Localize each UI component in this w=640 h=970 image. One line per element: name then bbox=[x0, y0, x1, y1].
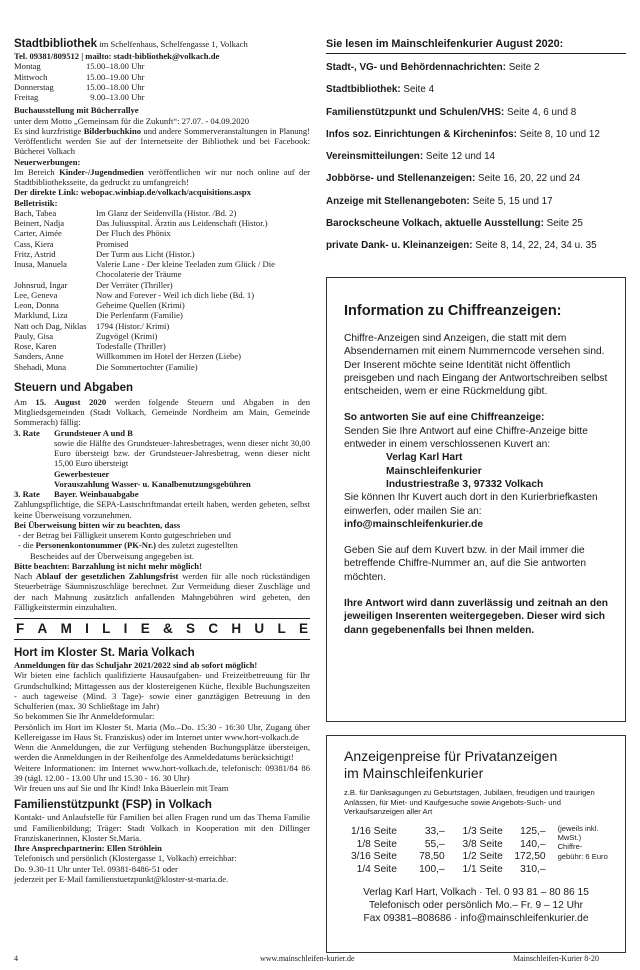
lesen-item: Infos soz. Einrichtungen & Kircheninfos: Seite 8, 10 und 12 bbox=[326, 128, 600, 140]
book-list bbox=[14, 208, 310, 372]
rally-text2: Es sind kurzfristige Bilderbuchkino und andere Sommerveranstaltungen in Planung! Veröffentlicht werden Sie auf der Internetseite der Bibliothek und bei Facebook: Bücherei Volkach bbox=[14, 125, 310, 157]
footer-issue: Mainschleifen-Kurier 8-20 bbox=[513, 954, 599, 963]
banner-letter: L bbox=[102, 620, 111, 636]
book-row: Johnsrud, Ingar Der Verräter (Thriller) bbox=[14, 279, 173, 290]
price-note: (jeweils inkl. MwSt.) Chiffre-gebühr: 6 Euro bbox=[557, 823, 608, 861]
hort-text5: Weitere Informationen: im Internet www.hort-volkach.de, telefonisch: 09381/84 86 39 (tägl. 12.00 - 13.00 Uhr und 15.30 - 16. 30 Uhr) bbox=[14, 762, 310, 783]
new-link[interactable]: Der direkte Link: webopac.winbiap.de/volkach/acquisitions.aspx bbox=[14, 187, 252, 198]
hort-heading: Hort im Kloster St. Maria Volkach bbox=[14, 647, 195, 659]
lesen-item: private Dank- u. Kleinanzeigen: Seite 8, 14, 22, 24, 34 u. 35 bbox=[326, 240, 597, 252]
fsp-partner: Ihre Ansprechpartnerin: Ellen Ströhlein bbox=[14, 843, 162, 853]
belletristik-label: Belletristik: bbox=[14, 197, 58, 208]
book-row: Rose, Karen Todesfalle (Thriller) bbox=[14, 341, 166, 351]
book-row: Cass, Kiera Promised bbox=[14, 238, 129, 249]
vorauszahlung: Vorauszahlung Wasser- u. Kanalbenutzungsgebühren bbox=[54, 478, 251, 489]
price-row: 1/16 Seite 33,– 1/3 Seite 125,– bbox=[351, 825, 546, 837]
lesen-item: Familienstützpunkt und Schulen/VHS: Seite 4, 6 und 8 bbox=[326, 106, 577, 118]
lesen-item: Barockscheune Volkach, aktuelle Ausstellung: Seite 25 bbox=[326, 218, 583, 230]
price-area bbox=[344, 823, 608, 877]
fsp-heading: Familienstützpunkt (FSP) in Volkach bbox=[14, 799, 212, 812]
hort-text1: Wir bieten eine fachlich qualifizierte Hausaufgaben- und Freizeitbetreuung für Ihr Grundschulkind; Mittagessen aus der klostereigenen Küche, flexible Buchungszeiten - auch tageweise (Mind. 3 Tage)- sowie einer ganztägigen Betreuung in den Schulferien (max. 30 Schließtage im Jahr) bbox=[14, 670, 310, 711]
chiffre-p1: Chiffre-Anzeigen sind Anzeigen, die statt mit dem Absendernamen mit einem Nummerncode versehen sind. Der Inserent möchte seine Identität nicht öffentlich preisgeben und nach Eingang der Antwortschreiben selbst entscheiden, wem er eine Rückmeldung gibt. bbox=[344, 333, 608, 398]
price-table bbox=[344, 826, 552, 877]
lesen-item: Jobbörse- und Stellenanzeigen: Seite 16, 20, 22 und 24 bbox=[326, 173, 581, 185]
banner-letter: & bbox=[163, 620, 173, 636]
fsp-text4: jederzeit per E-Mail familienstuetzpunkt@kloster-st-maria.de. bbox=[14, 873, 229, 884]
hours-row: Donnerstag 15.00–18.00 Uhr bbox=[14, 81, 145, 92]
ueberweisung-2: - die Personenkontonummer (PK-Nr.) des zuletzt zugestellten bbox=[18, 540, 238, 551]
fsp-text1: Kontakt- und Anlaufstelle für Familien bei allen Fragen rund um das Thema Familie und Familienbildung; Träger: Stadt Volkach in Kooperation mit den Dillinger Franziskanerinnen, Kloster St.Maria. bbox=[14, 812, 310, 843]
footer-url[interactable]: www.mainschleifen-kurier.de bbox=[260, 954, 355, 963]
section-banner-familie-schule bbox=[14, 618, 310, 640]
book-row: Shehadi, Muna Die Sommertochter (Familie) bbox=[14, 361, 198, 372]
anzeigenpreise-box bbox=[326, 735, 626, 953]
book-row: Sanders, Anne Willkommen im Hotel der Herzen (Liebe) bbox=[14, 351, 241, 362]
lesen-item: Stadtbibliothek: Seite 4 bbox=[326, 84, 435, 96]
address-line-2: Mainschleifenkurier bbox=[386, 465, 482, 477]
address-line-1: Verlag Karl Hart bbox=[386, 452, 463, 464]
stadtbib-heading-line bbox=[14, 37, 310, 51]
banner-letter: I bbox=[123, 620, 128, 636]
hours-row: Freitag 9.00–13.00 Uhr bbox=[14, 92, 145, 102]
book-row: Carter, Aimée Der Fluch des Phönix bbox=[14, 228, 171, 239]
chiffre-title: Information zu Chiffreanzeigen: bbox=[344, 303, 562, 319]
stadtbib-heading: Stadtbibliothek bbox=[14, 38, 98, 50]
stadtbib-contact: Tel. 09381/809512 | mailto: stadt-bibliothek@volkach.de bbox=[14, 51, 220, 61]
address-line-3: Industriestraße 3, 97332 Volkach bbox=[386, 478, 544, 490]
opening-hours bbox=[14, 61, 144, 102]
preise-title: Anzeigenpreise für Privatanzeigen im Mainschleifenkurier bbox=[344, 748, 558, 781]
fsp-text2: Telefonisch und persönlich (Klostergasse 1, Volkach) erreichbar: bbox=[14, 853, 237, 864]
page-number: 4 bbox=[14, 954, 18, 963]
new-title: Neuerwerbungen: bbox=[14, 156, 81, 167]
steuern-heading: Steuern und Abgaben bbox=[14, 381, 134, 394]
book-row: Pauly, Gisa Zugvögel (Krimi) bbox=[14, 330, 158, 341]
chiffre-email[interactable]: info@mainschleifenkurier.de bbox=[344, 518, 484, 530]
banner-letter: U bbox=[254, 620, 265, 636]
banner-letter: M bbox=[60, 620, 72, 636]
chiffre-address bbox=[344, 451, 608, 491]
banner-letter: A bbox=[37, 620, 48, 636]
rally-text1: unter dem Motto „Gemeinsam für die Zukunft“: 27.07. - 04.09.2020 bbox=[14, 115, 250, 126]
lesen-item: Stadt-, VG- und Behördennachrichten: Seite 2 bbox=[326, 62, 540, 73]
hours-row: Montag 15.00–18.00 Uhr bbox=[14, 61, 145, 72]
book-row: Leon, Donna Geheime Quellen (Krimi) bbox=[14, 300, 185, 310]
banner-letter: C bbox=[208, 620, 219, 636]
banner-letter: E bbox=[140, 620, 150, 636]
chiffre-p2: So antworten Sie auf eine Chiffreanzeige: Senden Sie Ihre Antwort auf eine Chiffre-Anzeige bitte entweder in einem verschlossenen Kuvert an: bbox=[344, 412, 588, 451]
chiffre-p4: Geben Sie auf dem Kuvert bzw. in der Mail immer die betreffende Chiffre-Nummer an, auf die Sie antworten möchten. bbox=[344, 545, 586, 583]
price-row: 1/8 Seite 55,– 3/8 Seite 140,– bbox=[356, 838, 546, 850]
stadtbib-address: im Schelfenhaus, Schelfengasse 1, Volkach bbox=[97, 39, 248, 49]
preise-contact: Verlag Karl Hart, Volkach · Tel. 0 93 81 – 80 86 15 Telefonisch oder persönlich Mo.– Fr. 9 – 12 Uhr Fax 09381–808686 · info@mainschleifenkurier.de bbox=[363, 886, 589, 924]
preise-description: z.B. für Danksagungen zu Geburtstagen, Jubiläen, freudigen und traurigen Anlässen, für Miet- und Kaufgesuche sowie Angebots-Such- und Verkaufsanzeigen aller Art bbox=[344, 788, 595, 817]
left-column bbox=[14, 37, 310, 884]
book-row: Beinert, Nadja Das Juliusspital. Ärztin aus Leidenschaft (Histor.) bbox=[14, 218, 268, 228]
rally-title: Buchausstellung mit Bücherrallye bbox=[14, 105, 139, 116]
chiffre-p5: Ihre Antwort wird dann zuverlässig und zeitnah an den jeweiligen Inserenten weitergegeben. Dieser wird sich dann gegebenenfalls bei Ihnen melden. bbox=[344, 598, 608, 636]
right-column bbox=[326, 37, 626, 263]
banner-letter: H bbox=[231, 620, 242, 636]
barzahlung-note: Bitte beachten: Barzahlung ist nicht mehr möglich! bbox=[14, 560, 202, 571]
hort-text3: Persönlich im Hort im Kloster St. Maria (Mo.–Do. 15:30 - 16:30 Uhr, Zugang über Kellereigasse im Haus St. Franziskus) oder im Internet unter www.hort-volkach.de bbox=[14, 721, 310, 742]
hort-text6: Wir freuen uns auf Sie und Ihr Kind! Inka Bäuerlein mit Team bbox=[14, 783, 229, 793]
steuern-intro: Am 15. August 2020 werden folgende Steuern und Abgaben in den Mitgliedsgemeinden (Stadt Volkach, Gemeinde Nordheim am Main, Gemeinde Sommerach) fällig: bbox=[14, 396, 310, 428]
new-text: Im Bereich Kinder-/Jugendmedien veröffentlichen wir nur noch online auf der Stadtbibliotheksseite, da gedruckt zu umfangreich! bbox=[14, 166, 310, 187]
hort-lead: Anmeldungen für das Schuljahr 2021/2022 sind ab sofort möglich! bbox=[14, 660, 258, 670]
sepa-text: Zahlungspflichtige, die SEPA-Lastschriftmandat erteilt haben, werden gebeten, selbst keine Überweisung vorzunehmen. bbox=[14, 499, 310, 520]
banner-letter: I bbox=[85, 620, 89, 636]
book-row: Bach, Tabea Im Glanz der Seidenvilla (Histor. /Bd. 2) bbox=[14, 207, 237, 218]
banner-letter: F bbox=[16, 620, 25, 636]
book-row: Inusa, Manuela Valerie Lane - Der kleine Teeladen zum Glück / Die Chocolaterie der Träume bbox=[14, 259, 275, 280]
price-row: 3/16 Seite 78,50 1/2 Seite 172,50 bbox=[351, 851, 546, 863]
lesen-list bbox=[326, 62, 626, 251]
book-row: Natt och Dag, Niklas 1794 (Histor./ Krimi) bbox=[14, 320, 170, 331]
banner-letter: E bbox=[298, 620, 308, 636]
chiffre-p3: Sie können Ihr Kuvert auch dort in den Kurierbriefkasten einwerfen, oder mailen Sie an: info@mainschleifenkurier.de bbox=[344, 492, 598, 530]
rate1-text: sowie die Hälfte des Grundsteuer-Jahresbetrages, wenn dieser nicht 30,00 Euro übersteigt bzw. der Grundsteuer-Jahresbetrag, wenn dieser nicht 15,00 Euro übersteigt bbox=[54, 437, 310, 469]
chiffre-info-box bbox=[326, 277, 626, 722]
lesen-item: Vereinsmitteilungen: Seite 12 und 14 bbox=[326, 151, 496, 163]
book-row: Lee, Geneva Now and Forever - Weil ich dich liebe (Bd. 1) bbox=[14, 289, 255, 300]
hort-text4: Wenn die Anmeldungen, die zur Verfügung stehenden Buchungsplätze übersteigen, werden die Anmeldungen in der Reihenfolge des Anmeldedatums berücksichtigt! bbox=[14, 742, 310, 763]
book-row: Marklund, Liza Die Perlenfarm (Familie) bbox=[14, 310, 183, 321]
banner-letter: S bbox=[186, 620, 196, 636]
ueberweisung-title: Bei Überweisung bitten wir zu beachten, dass bbox=[14, 519, 181, 530]
hort-text2: So bekommen Sie Ihr Anmeldeformular: bbox=[14, 711, 155, 722]
ueberweisung-1: - der Betrag bei Fälligkeit unserem Konto gutgeschrieben und bbox=[18, 530, 231, 540]
lesen-item: Anzeige mit Stellenangeboten: Seite 5, 15 und 17 bbox=[326, 195, 553, 207]
rate1: 3. Rate Grundsteuer A und B bbox=[14, 427, 133, 438]
book-row: Fritz, Astrid Der Turm aus Licht (Histor.) bbox=[14, 248, 195, 259]
banner-letter: L bbox=[277, 620, 286, 636]
ueberweisung-3: Bescheides auf der Überweisung angegeben ist. bbox=[30, 550, 195, 561]
hours-row: Mittwoch 15.00–19.00 Uhr bbox=[14, 71, 145, 82]
rate2: 3. Rate Bayer. Weinbauabgabe bbox=[14, 489, 139, 499]
zahlungsfrist-text: Nach Ablauf der gesetzlichen Zahlungsfrist werden für alle noch rückständigen Steuerbeträge Säumniszuschläge berechnet. Zur Vermeidung dieser Zuschläge und der nach Mahnung zusätzlich anfallenden Mahngebühren wird gebeten, den Fälligkeitstermin einzuhalten. bbox=[14, 571, 310, 612]
fsp-text3: Do. 9.30-11 Uhr unter Tel. 09381-8486-51 oder bbox=[14, 863, 178, 874]
lesen-heading: Sie lesen im Mainschleifenkurier August 2020: bbox=[326, 37, 626, 54]
gewerbesteuer: Gewerbesteuer bbox=[54, 468, 110, 479]
price-row: 1/4 Seite 100,– 1/1 Seite 310,– bbox=[356, 864, 546, 876]
